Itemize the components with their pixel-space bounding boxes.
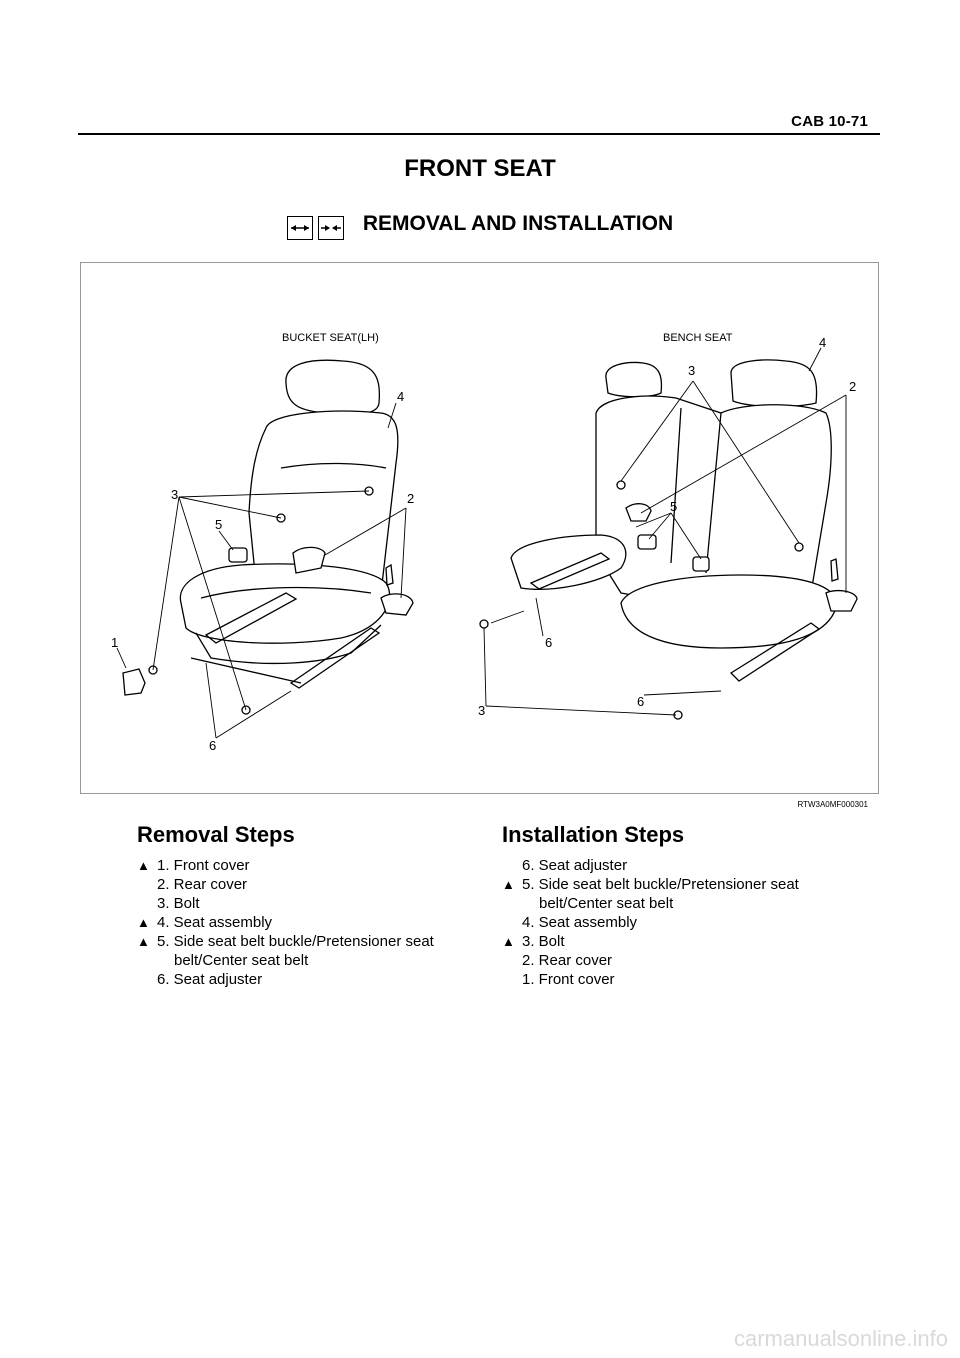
callout-2: 2 [407,491,415,506]
callout-4: 4 [397,389,405,404]
installation-steps-list [502,856,842,989]
removal-steps-title: Removal Steps [137,822,295,847]
seat-illustration [81,263,878,793]
seat-figure [80,262,879,794]
watermark: carmanualsonline.info [733,1326,948,1351]
bench-seat-drawing [480,360,857,719]
callout-6: 6 [209,738,217,753]
removal-steps-list [137,856,467,989]
callout-bench-2: 2 [849,379,857,394]
callout-bench-6-right: 6 [637,694,645,709]
installation-steps [502,822,842,989]
callout-3: 3 [171,487,179,502]
page-header: CAB 10-71 [791,113,868,130]
callout-bench-3-bottom: 3 [478,703,486,718]
list-item: 6. Seat adjuster [522,857,628,874]
triangle-icon: ▲ [137,915,150,930]
header-rule [78,133,880,135]
bucket-seat-drawing [123,360,413,714]
triangle-icon: ▲ [502,934,515,949]
removal-steps [137,822,467,989]
section-title-text: REMOVAL AND INSTALLATION [362,212,674,235]
list-item: 1. Front cover [522,971,615,988]
page-title: FRONT SEAT [404,155,556,182]
callout-bench-3-top: 3 [688,363,696,378]
bucket-seat-caption: BUCKET SEAT(LH) [282,332,379,344]
removal-arrows-icon [287,216,313,240]
list-item: ▲ 1. Front cover [137,857,250,874]
callout-5: 5 [215,517,223,532]
triangle-icon: ▲ [137,858,150,873]
callout-bench-6-left: 6 [545,635,553,650]
list-item: 2. Rear cover [522,952,613,969]
procedure-icons [287,216,349,240]
callout-1: 1 [111,635,119,650]
list-item: ▲ 4. Seat assembly [137,914,273,931]
list-item: 2. Rear cover [157,876,248,893]
triangle-icon: ▲ [502,877,515,892]
list-item: ▲ 5. Side seat belt buckle/Pretensioner seat belt/Center seat belt [137,933,434,969]
installation-steps-title: Installation Steps [502,822,685,847]
list-item: 4. Seat assembly [522,914,638,931]
list-item: ▲ 3. Bolt [502,933,565,950]
list-item: 3. Bolt [157,895,200,912]
callout-bench-5: 5 [670,499,678,514]
list-item: 6. Seat adjuster [157,971,263,988]
triangle-icon: ▲ [137,934,150,949]
callout-bench-4: 4 [819,335,827,350]
bench-seat-caption: BENCH SEAT [663,332,733,344]
list-item: ▲ 5. Side seat belt buckle/Pretensioner seat belt/Center seat belt [502,876,799,912]
section-title [0,212,960,240]
figure-id: RTW3A0MF000301 [797,800,868,809]
installation-arrows-icon [318,216,344,240]
